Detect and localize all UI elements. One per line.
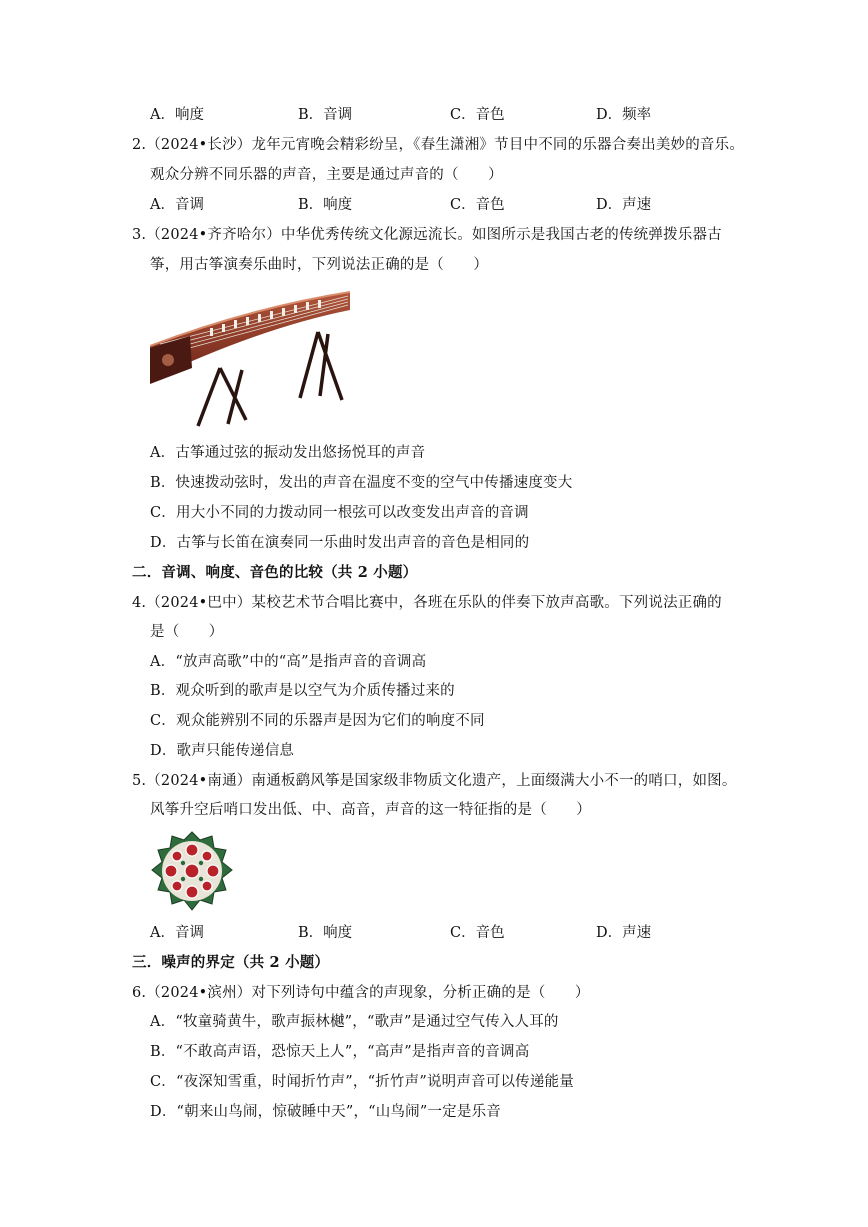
kite-image bbox=[150, 830, 234, 912]
q4-option-a[interactable]: A．“放声高歌”中的“高”是指声音的音调高 bbox=[150, 654, 427, 670]
q5-option-a[interactable]: A．音调 bbox=[150, 925, 204, 941]
q5-option-d[interactable]: D．声速 bbox=[596, 925, 652, 941]
q1-option-c[interactable]: C．音色 bbox=[450, 107, 505, 123]
q4-stem-line1: 4.（2024•巴中）某校艺术节合唱比赛中，各班在乐队的伴奏下放声高歌。下列说法正确的 bbox=[132, 595, 722, 611]
q2-stem-line2: 观众分辨不同乐器的声音，主要是通过声音的（ ） bbox=[150, 167, 503, 183]
q1-option-a[interactable]: A．响度 bbox=[150, 107, 204, 123]
q3-option-b[interactable]: B．快速拨动弦时，发出的声音在温度不变的空气中传播速度变大 bbox=[150, 475, 573, 491]
q5-stem-line2: 风筝升空后哨口发出低、中、高音，声音的这一特征指的是（ ） bbox=[150, 802, 591, 818]
q6-stem-line1: 6.（2024•滨州）对下列诗句中蕴含的声现象，分析正确的是（ ） bbox=[132, 985, 590, 1001]
q3-stem-line1: 3.（2024•齐齐哈尔）中华优秀传统文化源远流长。如图所示是我国古老的传统弹拨乐器古 bbox=[132, 227, 722, 243]
q6-option-d[interactable]: D．“朝来山鸟闹，惊破睡中天”，“山鸟闹”一定是乐音 bbox=[150, 1104, 501, 1120]
q5-option-b[interactable]: B．响度 bbox=[298, 925, 353, 941]
q4-option-b[interactable]: B．观众听到的歌声是以空气为介质传播过来的 bbox=[150, 683, 455, 699]
q2-option-b[interactable]: B．响度 bbox=[298, 197, 353, 213]
guzheng-image bbox=[150, 288, 350, 428]
q5-stem-line1: 5.（2024•南通）南通板鹞风筝是国家级非物质文化遗产，上面缀满大小不一的哨口，如图。 bbox=[132, 773, 737, 789]
q3-option-d[interactable]: D．古筝与长笛在演奏同一乐曲时发出声音的音色是相同的 bbox=[150, 535, 530, 551]
section-2-heading: 二．音调、响度、音色的比较（共 2 小题） bbox=[132, 564, 418, 581]
q6-option-c[interactable]: C．“夜深知雪重，时闻折竹声”，“折竹声”说明声音可以传递能量 bbox=[150, 1074, 574, 1090]
q1-options bbox=[150, 105, 790, 125]
q4-option-c[interactable]: C．观众能辨别不同的乐器声是因为它们的响度不同 bbox=[150, 713, 485, 729]
q1-option-b[interactable]: B．音调 bbox=[298, 107, 353, 123]
section-3-heading: 三．噪声的界定（共 2 小题） bbox=[132, 954, 330, 971]
q1-option-d[interactable]: D．频率 bbox=[596, 107, 652, 123]
q2-option-a[interactable]: A．音调 bbox=[150, 197, 204, 213]
q6-option-b[interactable]: B．“不敢高声语，恐惊天上人”，“高声”是指声音的音调高 bbox=[150, 1044, 530, 1060]
q6-option-a[interactable]: A．“牧童骑黄牛，歌声振林樾”，“歌声”是通过空气传入人耳的 bbox=[150, 1014, 559, 1030]
q4-stem-line2: 是（ ） bbox=[150, 624, 224, 640]
q3-option-c[interactable]: C．用大小不同的力拨动同一根弦可以改变发出声音的音调 bbox=[150, 505, 529, 521]
q2-option-d[interactable]: D．声速 bbox=[596, 197, 652, 213]
q3-option-a[interactable]: A．古筝通过弦的振动发出悠扬悦耳的声音 bbox=[150, 445, 426, 461]
q3-stem-line2: 筝，用古筝演奏乐曲时，下列说法正确的是（ ） bbox=[150, 257, 489, 273]
q2-option-c[interactable]: C．音色 bbox=[450, 197, 505, 213]
q5-options bbox=[150, 923, 790, 943]
q2-options bbox=[150, 195, 790, 215]
q4-option-d[interactable]: D．歌声只能传递信息 bbox=[150, 743, 295, 759]
q5-option-c[interactable]: C．音色 bbox=[450, 925, 505, 941]
q2-stem-line1: 2.（2024•长沙）龙年元宵晚会精彩纷呈，《春生潇湘》节目中不同的乐器合奏出美妙的音乐。 bbox=[132, 137, 745, 153]
